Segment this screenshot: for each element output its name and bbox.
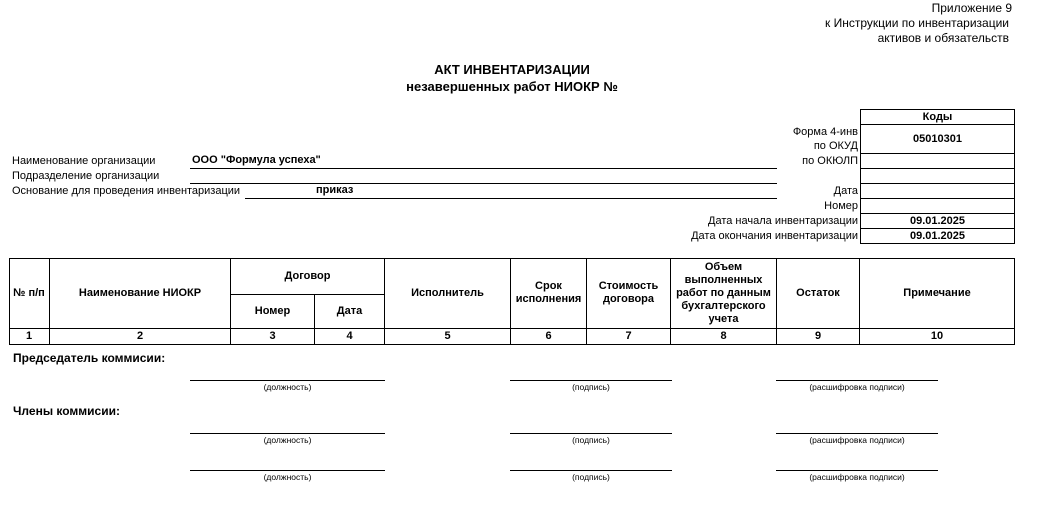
chairman-position-line[interactable] xyxy=(190,380,385,381)
col-num-header: № п/п xyxy=(9,258,50,329)
document-subtitle: незавершенных работ НИОКР № xyxy=(406,79,618,94)
col-index: 4 xyxy=(315,329,385,345)
number-label: Номер xyxy=(824,200,858,212)
start-date-label: Дата начала инвентаризации xyxy=(708,215,858,227)
member1-decoding-line[interactable] xyxy=(776,433,938,434)
member2-decoding-line[interactable] xyxy=(776,470,938,471)
col-index: 8 xyxy=(671,329,777,345)
position-caption: (должность) xyxy=(263,382,312,392)
col-contract-number-header: Номер xyxy=(231,295,315,329)
document-title: АКТ ИНВЕНТАРИЗАЦИИ xyxy=(434,62,590,77)
position-caption: (должность) xyxy=(263,435,312,445)
decoding-caption: (расшифровка подписи) xyxy=(809,472,905,482)
col-contract-date-header: Дата xyxy=(315,295,385,329)
appendix-line-3: активов и обязательств xyxy=(877,31,1009,45)
chairman-signature-line[interactable] xyxy=(510,380,672,381)
col-index: 3 xyxy=(231,329,315,345)
member2-signature-line[interactable] xyxy=(510,470,672,471)
col-executor-header: Исполнитель xyxy=(385,258,511,329)
signature-caption: (подпись) xyxy=(572,472,610,482)
basis-label: Основание для проведения инвентаризации xyxy=(12,185,241,197)
member2-position-line[interactable] xyxy=(190,470,385,471)
org-name-value[interactable]: ООО "Формула успеха" xyxy=(192,154,321,166)
division-label: Подразделение организации xyxy=(12,170,160,182)
col-index: 2 xyxy=(50,329,231,345)
okud-value: 05010301 xyxy=(913,133,962,145)
col-note-header: Примечание xyxy=(860,258,1015,329)
col-index: 10 xyxy=(860,329,1015,345)
signature-caption: (подпись) xyxy=(572,435,610,445)
end-date-label: Дата окончания инвентаризации xyxy=(691,230,858,242)
end-date-value: 09.01.2025 xyxy=(909,230,966,242)
appendix-line-2: к Инструкции по инвентаризации xyxy=(825,16,1009,30)
col-volume-header: Объем выполненных работ по данным бухгалтерского учета xyxy=(671,258,777,329)
position-caption: (должность) xyxy=(263,472,312,482)
okud-label: по ОКУД xyxy=(813,140,858,152)
members-label: Члены коммисии: xyxy=(13,404,120,418)
org-name-label: Наименование организации xyxy=(12,155,156,167)
date-label: Дата xyxy=(833,185,858,197)
col-index: 6 xyxy=(511,329,587,345)
okulp-label: по ОКЮЛП xyxy=(802,155,858,167)
signature-caption: (подпись) xyxy=(572,382,610,392)
appendix-line-1: Приложение 9 xyxy=(931,1,1012,15)
form-label: Форма 4-инв xyxy=(792,126,858,138)
chairman-decoding-line[interactable] xyxy=(776,380,938,381)
start-date-value: 09.01.2025 xyxy=(909,215,966,227)
col-index: 1 xyxy=(9,329,50,345)
member1-position-line[interactable] xyxy=(190,433,385,434)
basis-value[interactable]: приказ xyxy=(316,184,354,196)
col-index: 5 xyxy=(385,329,511,345)
chairman-label: Председатель коммисии: xyxy=(13,351,166,365)
col-contract-header: Договор xyxy=(231,258,385,295)
decoding-caption: (расшифровка подписи) xyxy=(809,382,905,392)
col-name-header: Наименование НИОКР xyxy=(50,258,231,329)
col-term-header: Срок исполнения xyxy=(511,258,587,329)
member1-signature-line[interactable] xyxy=(510,433,672,434)
col-rest-header: Остаток xyxy=(777,258,860,329)
col-index: 9 xyxy=(777,329,860,345)
col-cost-header: Стоимость договора xyxy=(587,258,671,329)
decoding-caption: (расшифровка подписи) xyxy=(809,435,905,445)
codes-header: Коды xyxy=(922,111,953,123)
col-index: 7 xyxy=(587,329,671,345)
